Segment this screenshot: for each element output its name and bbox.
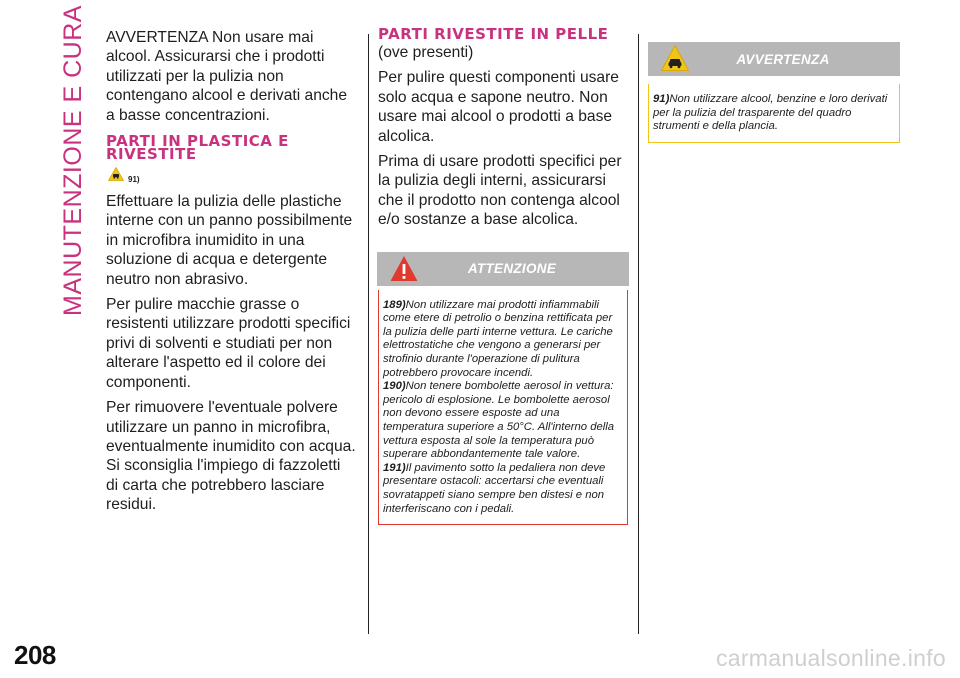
attention-item-text: Non utilizzare mai prodotti infiammabili come etere di petrolio o benzina rettificata per la pulizia delle parti interne vettura. Le cariche elettrostatiche che vengono a generarsi per strofinio durante l'operazione di pulitura potrebbero provocare incendi. xyxy=(383,298,613,379)
intro-warning-text: AVVERTENZA Non usare mai alcool. Assicurarsi che i prodotti utilizzati per la pulizia non contengano alcool e derivati anche a basse concentrazioni. xyxy=(106,29,348,124)
paragraph: Per rimuovere l'eventuale polvere utilizzare un panno in microfibra, eventualmente inumidito con acqua. Si sconsiglia l'impiego di fazzoletti di carta che potrebbero lasciare residui. xyxy=(106,399,356,514)
attention-item xyxy=(383,462,621,516)
warning-item-number: 91) xyxy=(653,93,670,105)
column-1 xyxy=(106,28,356,521)
attention-box xyxy=(378,252,628,526)
paragraph: Per pulire questi componenti usare solo acqua e sapone neutro. Non usare mai alcool o prodotti a base alcolica. xyxy=(378,69,619,145)
attention-box-title: ATTENZIONE xyxy=(467,261,557,277)
column-2 xyxy=(378,25,628,525)
attention-item-number: 191) xyxy=(383,461,406,474)
car-warning-icon xyxy=(660,44,690,77)
column-divider xyxy=(638,34,639,634)
side-section-title-text: MANUTENZIONE E CURA xyxy=(58,4,87,316)
danger-exclamation-icon xyxy=(389,254,419,289)
paragraph: Prima di usare prodotti specifici per la pulizia degli interni, assicurarsi che il prodotto non contenga alcool e/o sostanze a base alcolica. xyxy=(378,153,622,229)
side-section-title xyxy=(56,4,90,316)
page-number: 208 xyxy=(14,640,56,670)
paragraph: Per pulire macchie grasse o resistenti utilizzare prodotti specifici privi di solventi e studiati per non alterare l'aspetto ed il colore dei componenti. xyxy=(106,296,351,391)
section-title-plastic: PARTI IN PLASTICA E RIVESTITE xyxy=(106,132,289,164)
attention-item-number: 189) xyxy=(383,298,406,311)
watermark: carmanualsonline.info xyxy=(715,645,946,671)
column-divider xyxy=(368,34,369,634)
warning-item-text: Non utilizzare alcool, benzine e loro derivati per la pulizia del trasparente del quadro strumenti e della plancia. xyxy=(653,93,888,133)
attention-box-header xyxy=(377,252,629,286)
paragraph: Effettuare la pulizia delle plastiche interne con un panno possibilmente in microfibra inumidito in una soluzione di acqua e detergente neutro non abrasivo. xyxy=(106,193,353,288)
car-warning-icon xyxy=(108,167,124,186)
attention-item-number: 190) xyxy=(383,380,406,393)
attention-item-text: Il pavimento sotto la pedaliera non deve presentare ostacoli: accertarsi che eventuali sovratappeti siano sempre ben distesi e non interferiscano con i pedali. xyxy=(383,461,606,515)
warning-reference xyxy=(108,167,356,186)
attention-box-body xyxy=(378,290,628,526)
warning-box xyxy=(648,42,900,143)
warning-item xyxy=(653,93,893,134)
warning-box-body xyxy=(648,84,900,143)
section-title-leather: PARTI RIVESTITE IN PELLE xyxy=(378,25,609,43)
warning-box-header xyxy=(648,42,900,76)
attention-item-text: Non tenere bombolette aerosol in vettura: pericolo di esplosione. Le bombolette aerosol non devono essere esposte ad una temperatura superiore a 50°C. All'interno della vettura esposta al sole la temperatura può superare abbondantemente tale valore. xyxy=(383,380,615,461)
warning-box-title: AVVERTENZA xyxy=(736,51,830,67)
warning-reference-number: 91) xyxy=(128,175,140,185)
attention-item xyxy=(383,380,621,462)
column-3 xyxy=(648,28,900,143)
section-subtitle: (ove presenti) xyxy=(378,44,474,61)
attention-item xyxy=(383,299,621,381)
